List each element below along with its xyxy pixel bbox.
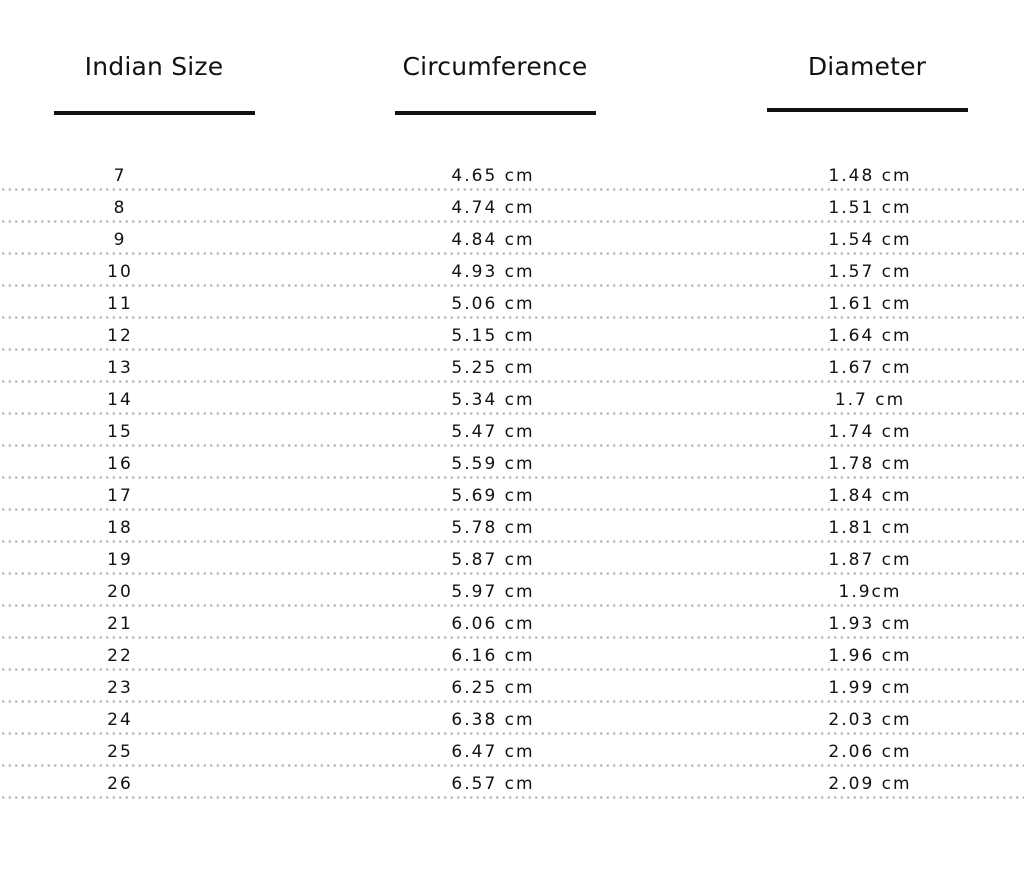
cell-circumference: 6.25 cm bbox=[451, 678, 535, 698]
cell-indian-size: 19 bbox=[107, 550, 133, 570]
cell-diameter: 1.87 cm bbox=[828, 550, 912, 570]
cell-circumference: 4.74 cm bbox=[451, 198, 535, 218]
cell-diameter: 1.93 cm bbox=[828, 614, 912, 634]
cell-diameter: 1.96 cm bbox=[828, 646, 912, 666]
cell-circumference: 5.06 cm bbox=[451, 294, 535, 314]
cell-diameter: 1.64 cm bbox=[828, 326, 912, 346]
table-row bbox=[0, 289, 1024, 321]
cell-indian-size: 26 bbox=[107, 774, 133, 794]
cell-indian-size: 9 bbox=[113, 230, 127, 250]
cell-indian-size: 21 bbox=[107, 614, 133, 634]
cell-circumference: 6.57 cm bbox=[451, 774, 535, 794]
table-row bbox=[0, 609, 1024, 641]
dotted-row-separator bbox=[0, 700, 1024, 703]
table-row bbox=[0, 577, 1024, 609]
table-row bbox=[0, 225, 1024, 257]
dotted-row-separator bbox=[0, 316, 1024, 319]
cell-diameter: 1.54 cm bbox=[828, 230, 912, 250]
cell-circumference: 5.47 cm bbox=[451, 422, 535, 442]
cell-diameter: 1.99 cm bbox=[828, 678, 912, 698]
dotted-row-separator bbox=[0, 284, 1024, 287]
table-row bbox=[0, 193, 1024, 225]
cell-diameter: 2.06 cm bbox=[828, 742, 912, 762]
dotted-row-separator bbox=[0, 508, 1024, 511]
cell-indian-size: 23 bbox=[107, 678, 133, 698]
cell-diameter: 1.48 cm bbox=[828, 166, 912, 186]
cell-indian-size: 14 bbox=[107, 390, 133, 410]
cell-circumference: 6.16 cm bbox=[451, 646, 535, 666]
dotted-row-separator bbox=[0, 732, 1024, 735]
dotted-row-separator bbox=[0, 412, 1024, 415]
dotted-row-separator bbox=[0, 572, 1024, 575]
cell-diameter: 1.78 cm bbox=[828, 454, 912, 474]
dotted-row-separator bbox=[0, 796, 1024, 799]
cell-diameter: 1.61 cm bbox=[828, 294, 912, 314]
cell-diameter: 2.03 cm bbox=[828, 710, 912, 730]
header-indian-size: Indian Size bbox=[84, 52, 224, 81]
cell-circumference: 5.87 cm bbox=[451, 550, 535, 570]
cell-indian-size: 12 bbox=[107, 326, 133, 346]
header-underline-diameter bbox=[767, 108, 968, 112]
table-row bbox=[0, 321, 1024, 353]
table-row bbox=[0, 673, 1024, 705]
dotted-row-separator bbox=[0, 540, 1024, 543]
cell-diameter: 1.81 cm bbox=[828, 518, 912, 538]
cell-circumference: 5.25 cm bbox=[451, 358, 535, 378]
dotted-row-separator bbox=[0, 444, 1024, 447]
table-row bbox=[0, 481, 1024, 513]
cell-circumference: 4.84 cm bbox=[451, 230, 535, 250]
table-row bbox=[0, 417, 1024, 449]
cell-circumference: 4.65 cm bbox=[451, 166, 535, 186]
table-row bbox=[0, 641, 1024, 673]
cell-circumference: 4.93 cm bbox=[451, 262, 535, 282]
cell-indian-size: 18 bbox=[107, 518, 133, 538]
cell-diameter: 1.74 cm bbox=[828, 422, 912, 442]
cell-indian-size: 15 bbox=[107, 422, 133, 442]
cell-circumference: 6.38 cm bbox=[451, 710, 535, 730]
cell-diameter: 1.7 cm bbox=[834, 390, 906, 410]
dotted-row-separator bbox=[0, 188, 1024, 191]
cell-diameter: 1.51 cm bbox=[828, 198, 912, 218]
cell-diameter: 1.57 cm bbox=[828, 262, 912, 282]
dotted-row-separator bbox=[0, 348, 1024, 351]
table-row bbox=[0, 513, 1024, 545]
table-row bbox=[0, 769, 1024, 801]
cell-diameter: 2.09 cm bbox=[828, 774, 912, 794]
header-diameter: Diameter bbox=[807, 52, 927, 81]
dotted-row-separator bbox=[0, 252, 1024, 255]
cell-circumference: 6.06 cm bbox=[451, 614, 535, 634]
cell-circumference: 5.15 cm bbox=[451, 326, 535, 346]
table-row bbox=[0, 705, 1024, 737]
table-row bbox=[0, 545, 1024, 577]
cell-indian-size: 22 bbox=[107, 646, 133, 666]
cell-circumference: 5.97 cm bbox=[451, 582, 535, 602]
dotted-row-separator bbox=[0, 220, 1024, 223]
cell-circumference: 5.78 cm bbox=[451, 518, 535, 538]
dotted-row-separator bbox=[0, 604, 1024, 607]
cell-indian-size: 24 bbox=[107, 710, 133, 730]
cell-indian-size: 10 bbox=[107, 262, 133, 282]
cell-indian-size: 25 bbox=[107, 742, 133, 762]
cell-circumference: 5.69 cm bbox=[451, 486, 535, 506]
cell-diameter: 1.84 cm bbox=[828, 486, 912, 506]
cell-indian-size: 7 bbox=[113, 166, 127, 186]
cell-diameter: 1.9cm bbox=[838, 582, 902, 602]
header-underline-indian-size bbox=[54, 111, 255, 115]
cell-indian-size: 17 bbox=[107, 486, 133, 506]
dotted-row-separator bbox=[0, 476, 1024, 479]
cell-circumference: 5.34 cm bbox=[451, 390, 535, 410]
table-row bbox=[0, 385, 1024, 417]
cell-indian-size: 20 bbox=[107, 582, 133, 602]
cell-indian-size: 13 bbox=[107, 358, 133, 378]
table-row bbox=[0, 161, 1024, 193]
dotted-row-separator bbox=[0, 380, 1024, 383]
dotted-row-separator bbox=[0, 764, 1024, 767]
dotted-row-separator bbox=[0, 636, 1024, 639]
header-circumference: Circumference bbox=[402, 52, 588, 81]
header-underline-circumference bbox=[395, 111, 596, 115]
table-row bbox=[0, 257, 1024, 289]
cell-indian-size: 16 bbox=[107, 454, 133, 474]
cell-indian-size: 11 bbox=[107, 294, 133, 314]
dotted-row-separator bbox=[0, 668, 1024, 671]
table-row bbox=[0, 737, 1024, 769]
table-row bbox=[0, 449, 1024, 481]
table-body bbox=[0, 161, 1024, 801]
cell-circumference: 6.47 cm bbox=[451, 742, 535, 762]
cell-circumference: 5.59 cm bbox=[451, 454, 535, 474]
table-row bbox=[0, 353, 1024, 385]
cell-diameter: 1.67 cm bbox=[828, 358, 912, 378]
cell-indian-size: 8 bbox=[113, 198, 127, 218]
